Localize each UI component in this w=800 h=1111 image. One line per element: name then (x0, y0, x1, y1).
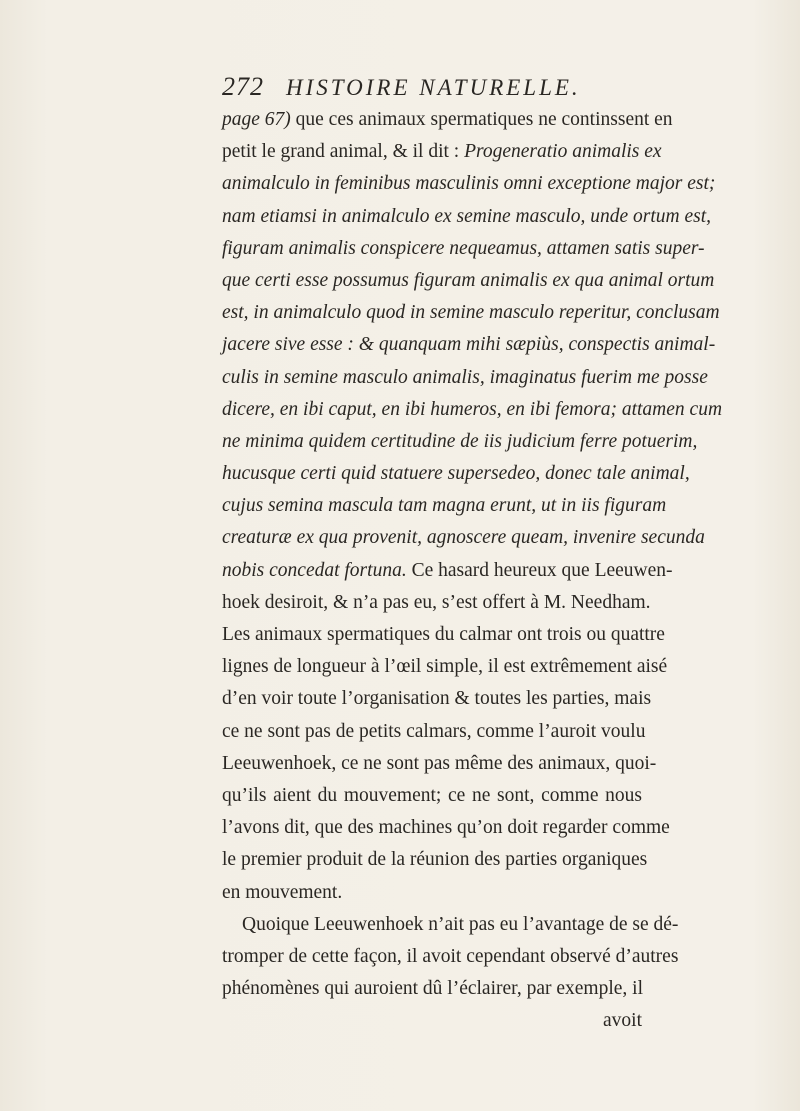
roman-segment: le premier produit de la réunion des parties organiques (222, 849, 648, 871)
roman-segment: l’avons dit, que des machines qu’on doit regarder comme (222, 817, 670, 839)
roman-segment: qu’ils aient du mouvement; ce ne sont, comme nous (222, 784, 642, 806)
page-header (222, 72, 642, 104)
text-line (222, 941, 679, 973)
italic-segment: ne minima quidem certitudine de iis judicium ferre potuerim, (222, 430, 698, 452)
text-line (222, 844, 648, 876)
roman-segment: lignes de longueur à l’œil simple, il est extrêmement aisé (222, 656, 668, 678)
text-line (222, 651, 668, 683)
text-line (222, 490, 667, 522)
roman-segment: Ce hasard heureux que Leeuwen- (411, 559, 673, 581)
italic-segment: page 67) (222, 109, 296, 130)
text-line (222, 619, 665, 651)
running-title: HISTOIRE NATURELLE. (286, 75, 581, 100)
text-line (222, 812, 670, 844)
text-line (222, 877, 642, 909)
italic-segment: culis in semine masculo animalis, imaginatus fuerim me posse (222, 366, 708, 388)
text-line (222, 973, 642, 1005)
italic-segment: animalculo in feminibus masculinis omni exceptione major est; (222, 173, 716, 195)
roman-segment: Leeuwenhoek, ce ne sont pas même des animaux, quoi- (222, 752, 657, 774)
roman-segment: phénomènes qui auroient dû l’éclairer, par exemple, il (222, 978, 644, 1000)
italic-segment: que certi esse possumus figuram animalis ex qua animal ortum (222, 269, 715, 291)
italic-segment: figuram animalis conspicere nequeamus, attamen satis super- (222, 237, 705, 259)
text-line (222, 104, 673, 136)
text-line (222, 522, 705, 554)
text-line (222, 265, 715, 297)
italic-segment: nam etiamsi in animalculo ex semine masculo, unde ortum est, (222, 205, 712, 227)
text-line (222, 329, 716, 361)
italic-segment: hucusque certi quid statuere supersedeo, donec tale animal, (222, 463, 690, 485)
roman-segment: ce ne sont pas de petits calmars, comme l’auroit voulu (222, 720, 646, 742)
roman-segment: que ces animaux spermatiques ne continssent en (295, 109, 673, 130)
roman-segment: hoek desiroit, & n’a pas eu, s’est offert à M. Needham. (222, 591, 651, 613)
text-line (222, 555, 673, 587)
text-line (222, 909, 679, 941)
italic-segment: est, in animalculo quod in semine masculo reperitur, conclusam (222, 302, 720, 324)
text-line (222, 136, 662, 168)
italic-segment: creaturæ ex qua provenit, agnoscere queam, invenire secunda (222, 527, 705, 549)
italic-segment: jacere sive esse : & quanquam mihi sæpiùs, conspectis animal- (222, 334, 716, 356)
text-line (222, 362, 708, 394)
italic-segment: cujus semina mascula tam magna erunt, ut in iis figuram (222, 495, 667, 517)
text-line (222, 780, 642, 812)
roman-segment: d’en voir toute l’organisation & toutes les parties, mais (222, 688, 652, 710)
italic-segment: dicere, en ibi caput, en ibi humeros, en ibi femora; attamen cum (222, 398, 723, 420)
text-line (222, 587, 651, 619)
italic-segment: nobis concedat fortuna. (222, 559, 412, 581)
italic-segment: Progeneratio animalis ex (464, 141, 662, 163)
text-line (222, 394, 723, 426)
body-text (222, 104, 723, 1037)
page-number: 272 (222, 72, 264, 101)
text-line (222, 297, 720, 329)
roman-segment: petit le grand animal, & il dit : (222, 141, 465, 163)
text-line (222, 716, 646, 748)
text-line (222, 458, 690, 490)
text-line (222, 168, 716, 200)
text-line (222, 748, 657, 780)
catchword: avoit (603, 1010, 642, 1032)
text-line (222, 683, 652, 715)
roman-segment: tromper de cette façon, il avoit cependant observé d’autres (222, 945, 679, 967)
text-line (222, 426, 698, 458)
text-line (222, 233, 705, 265)
roman-segment: en mouvement. (222, 881, 343, 903)
roman-segment: Quoique Leeuwenhoek n’ait pas eu l’avantage de se dé- (242, 913, 679, 935)
text-line (222, 201, 712, 233)
roman-segment: Les animaux spermatiques du calmar ont trois ou quattre (222, 624, 665, 645)
